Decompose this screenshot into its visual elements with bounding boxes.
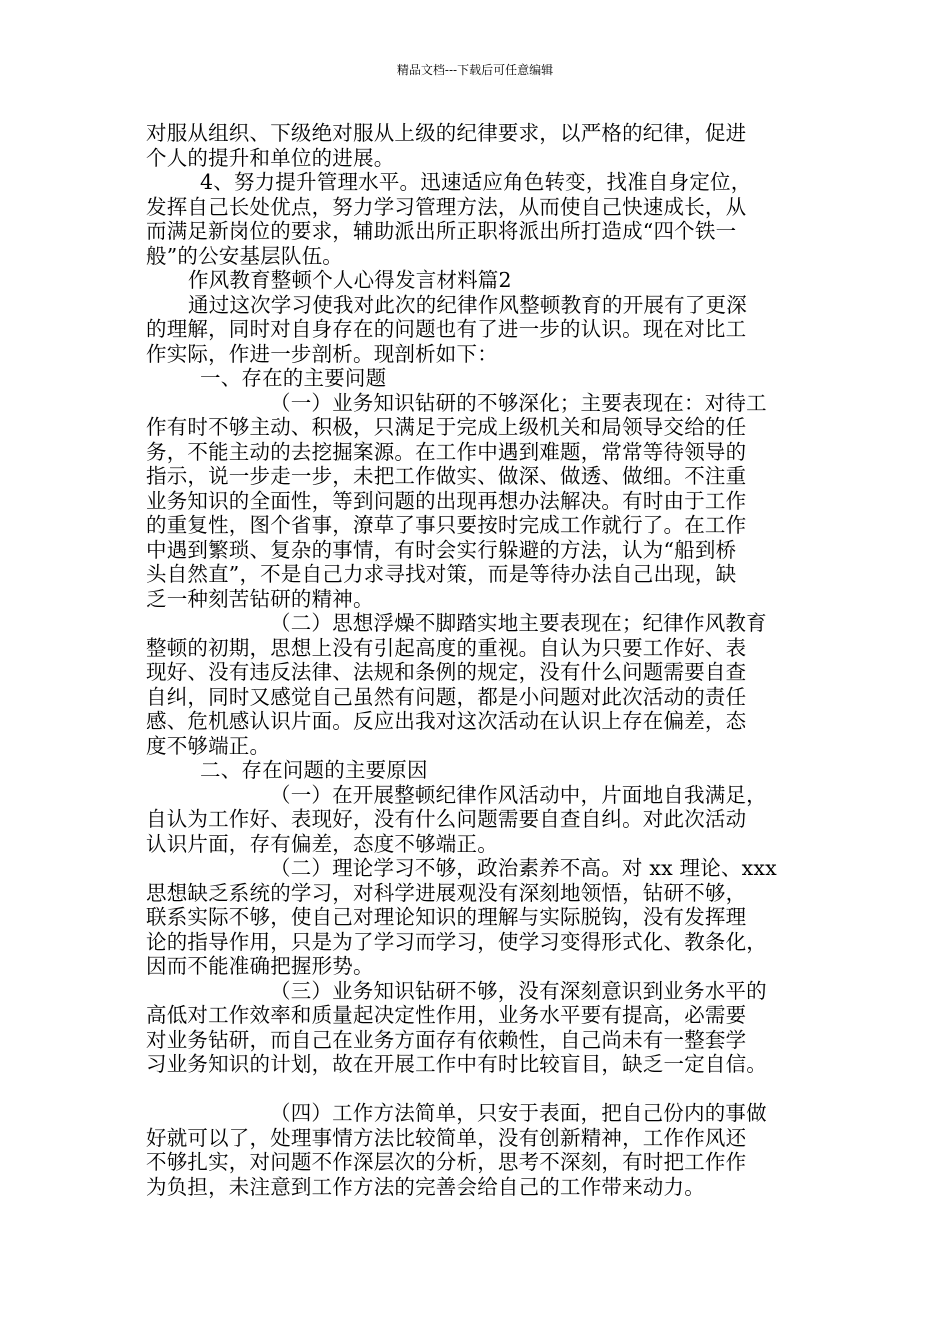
paragraph-line: 高低对工作效率和质量起决定性作用，业务水平要有提高，必需要: [146, 1003, 747, 1027]
paragraph-line: 作实际，作进一步剖析。现剖析如下：: [146, 341, 498, 366]
paragraph-line: 发挥自己长处优点，努力学习管理方法，从而使自己快速成长，从: [146, 194, 747, 219]
paragraph-line: （一）在开展整顿纪律作风活动中，片面地自我满足，: [270, 782, 767, 807]
paragraph-line: 个人的提升和单位的进展。: [146, 145, 395, 170]
paragraph-line: 的理解，同时对自身存在的问题也有了进一步的认识。现在对比工: [146, 317, 747, 341]
paragraph-line: 的重复性，图个省事，潦草了事只要按时完成工作就行了。在工作: [146, 513, 747, 537]
paragraph-line: 业务知识的全面性，等到问题的出现再想办法解决。有时由于工作: [146, 488, 747, 513]
paragraph-line: 指示，说一步走一步，未把工作做实、做深、做透、做细。不注重: [146, 464, 747, 488]
paragraph-line: 因而不能准确把握形势。: [146, 954, 374, 978]
document-body: [146, 121, 818, 1199]
paragraph-line: （二）理论学习不够，政治素养不高。对 xx 理论、xxx: [270, 856, 777, 880]
paragraph-line: 不够扎实，对问题不作深层次的分析，思考不深刻，有时把工作作: [146, 1150, 747, 1174]
paragraph-line: 务，不能主动的去挖掘案源。在工作中遇到难题，常常等待领导的: [146, 439, 747, 464]
paragraph-line: 中遇到繁琐、复杂的事情，有时会实行躲避的方法，认为“船到桥: [146, 537, 737, 562]
section-heading: 一、存在的主要问题: [200, 366, 387, 390]
paragraph-line: 自纠，同时又感觉自己虽然有问题，都是小问题对此次活动的责任: [146, 684, 747, 709]
section-title: 作风教育整顿个人心得发言材料篇2: [188, 268, 512, 292]
paragraph-line: 而满足新岗位的要求，辅助派出所正职将派出所打造成“四个铁一: [146, 219, 737, 243]
paragraph-line: 思想缺乏系统的学习，对科学进展观没有深刻地领悟，钻研不够，: [146, 880, 747, 905]
paragraph-line: （一）业务知识钻研的不够深化；主要表现在：对待工: [270, 390, 767, 415]
page-header: 精品文档---下载后可任意编辑: [396, 63, 554, 77]
paragraph-line: 现好、没有违反法律、法规和条例的规定，没有什么问题需要自查: [146, 660, 747, 684]
paragraph-line: 为负担，未注意到工作方法的完善会给自己的工作带来动力。: [146, 1174, 705, 1199]
paragraph-line: 联系实际不够，使自己对理论知识的理解与实际脱钩，没有发挥理: [146, 905, 747, 929]
paragraph-line: 好就可以了，处理事情方法比较简单，没有创新精神，工作作风还: [146, 1125, 747, 1150]
paragraph-line: 自认为工作好、表现好，没有什么问题需要自查自纠。对此次活动: [146, 807, 747, 831]
paragraph-line: 作有时不够主动、积极，只满足于完成上级机关和局领导交给的任: [146, 415, 747, 439]
section-heading: 二、存在问题的主要原因: [200, 758, 428, 782]
paragraph-line: 习业务知识的计划，故在开展工作中有时比较盲目，缺乏一定自信。: [146, 1052, 767, 1076]
paragraph-line: （三）业务知识钻研不够，没有深刻意识到业务水平的: [270, 978, 767, 1003]
paragraph-line: 感、危机感认识片面。反应出我对这次活动在认识上存在偏差，态: [146, 709, 747, 733]
paragraph-line: 对业务钻研，而自己在业务方面存有依赖性，自己尚未有一整套学: [146, 1027, 747, 1052]
paragraph-line: 头自然直”，不是自己力求寻找对策，而是等待办法自己出现，缺: [146, 562, 737, 586]
paragraph-line: 认识片面，存有偏差，态度不够端正。: [146, 831, 498, 856]
paragraph-line: 论的指导作用，只是为了学习而学习，使学习变得形式化、教条化，: [146, 929, 767, 954]
paragraph-line: 般”的公安基层队伍。: [146, 243, 343, 268]
paragraph-line: 乏一种刻苦钻研的精神。: [146, 586, 374, 611]
paragraph-line: 度不够端正。: [146, 733, 271, 758]
paragraph-line: 整顿的初期，思想上没有引起高度的重视。自认为只要工作好、表: [146, 635, 747, 660]
blank-line: [146, 1077, 818, 1102]
paragraph-line: 4、努力提升管理水平。迅速适应角色转变，找准自身定位，: [200, 170, 752, 194]
paragraph-line: （四）工作方法简单，只安于表面，把自己份内的事做: [270, 1101, 767, 1125]
paragraph-line: 通过这次学习使我对此次的纪律作风整顿教育的开展有了更深: [188, 292, 747, 317]
paragraph-line: 对服从组织、下级绝对服从上级的纪律要求，以严格的纪律，促进: [146, 121, 747, 145]
paragraph-line: （二）思想浮燥不脚踏实地主要表现在；纪律作风教育: [270, 611, 767, 635]
